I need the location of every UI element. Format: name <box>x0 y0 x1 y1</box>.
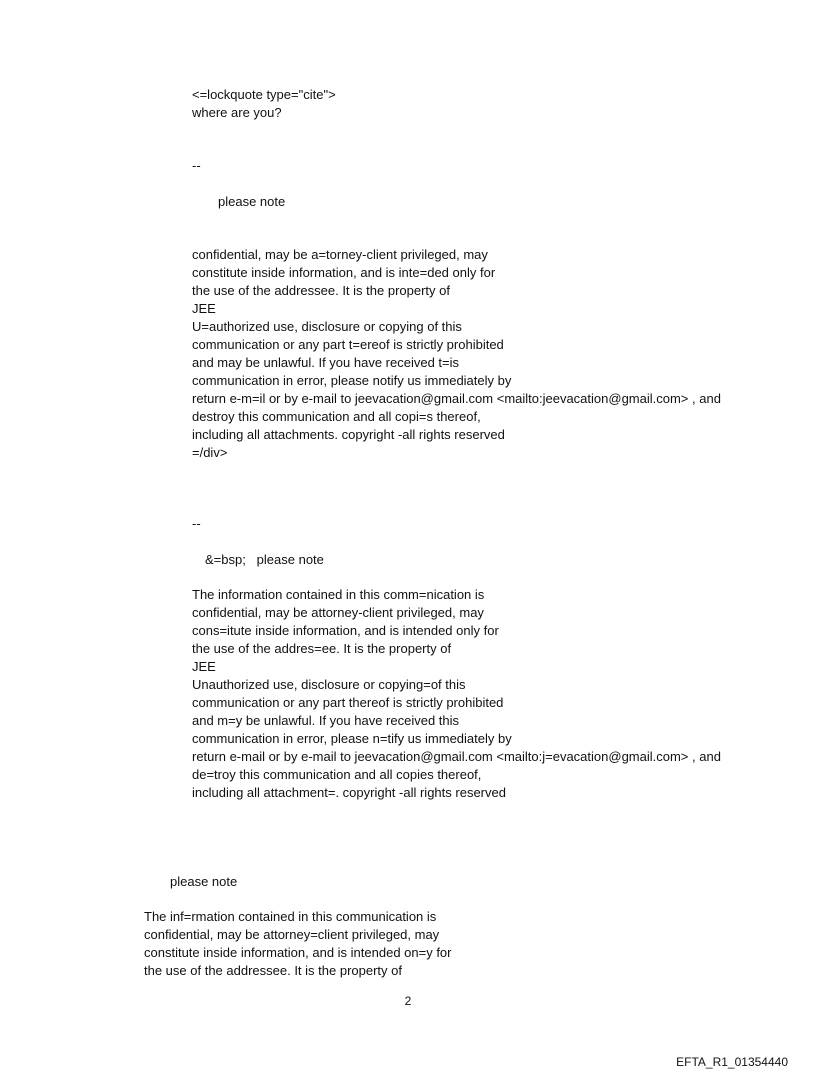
text-line: =/div> <box>192 445 228 460</box>
text-line: where are you? <box>192 105 282 120</box>
document-reference: EFTA_R1_01354440 <box>676 1055 788 1069</box>
text-line: de=troy this communication and all copies thereof, <box>192 767 482 782</box>
text-line: communication in error, please n=tify us immediately by <box>192 731 512 746</box>
text-line: and may be unlawful. If you have received t=is <box>192 355 460 370</box>
text-line: the use of the addressee. It is the property of <box>192 283 450 298</box>
text-line: communication or any part t=ereof is strictly prohibited <box>192 337 504 352</box>
text-line: cons=itute inside information, and is intended only for <box>192 623 499 638</box>
text-line: U=authorized use, disclosure or copying of this <box>192 319 462 334</box>
text-line: communication or any part thereof is strictly prohibited <box>192 695 504 710</box>
text-line: -- <box>192 158 201 173</box>
text-line: the use of the addressee. It is the property of <box>144 963 402 978</box>
text-line: JEE <box>192 659 216 674</box>
text-line: &=bsp; please note <box>205 552 324 567</box>
text-line: confidential, may be a=torney-client privileged, may <box>192 247 488 262</box>
text-line: JEE <box>192 301 216 316</box>
text-line: -- <box>192 516 201 531</box>
text-line: The information contained in this comm=nication is <box>192 587 485 602</box>
text-line: destroy this communication and all copi=s thereof, <box>192 409 481 424</box>
text-line: the use of the addres=ee. It is the property of <box>192 641 452 656</box>
text-line: Unauthorized use, disclosure or copying=of this <box>192 677 466 692</box>
page-number: 2 <box>404 994 412 1008</box>
text-line: constitute inside information, and is intended on=y for <box>144 945 452 960</box>
text-line: please note <box>218 194 286 209</box>
text-line: please note <box>170 874 238 889</box>
text-line: including all attachment=. copyright -all rights reserved <box>192 785 506 800</box>
text-line: including all attachments. copyright -all rights reserved <box>192 427 505 442</box>
text-line: communication in error, please notify us immediately by <box>192 373 512 388</box>
text-line: return e-mail or by e-mail to jeevacation@gmail.com <mailto:j=evacation@gmail.com> , and <box>192 749 721 764</box>
text-line: confidential, may be attorney-client privileged, may <box>192 605 484 620</box>
text-line: constitute inside information, and is inte=ded only for <box>192 265 496 280</box>
text-line: <=lockquote type="cite"> <box>192 87 336 102</box>
text-line: The inf=rmation contained in this communication is <box>144 909 437 924</box>
text-line: return e-m=il or by e-mail to jeevacation@gmail.com <mailto:jeevacation@gmail.com> , and <box>192 391 721 406</box>
text-line: and m=y be unlawful. If you have received this <box>192 713 460 728</box>
text-line: confidential, may be attorney=client privileged, may <box>144 927 440 942</box>
